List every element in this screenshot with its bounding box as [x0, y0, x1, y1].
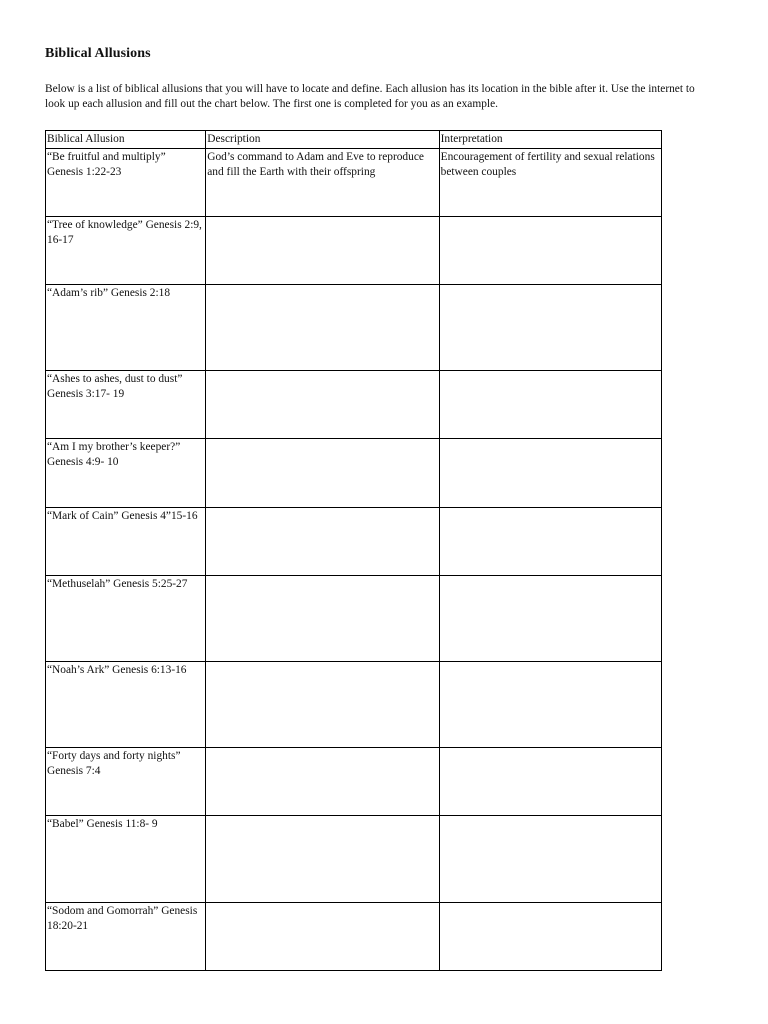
interpretation-cell[interactable]	[439, 217, 661, 285]
description-cell[interactable]	[206, 217, 439, 285]
allusion-cell: “Methuselah” Genesis 5:25-27	[46, 576, 206, 662]
header-allusion: Biblical Allusion	[46, 131, 206, 149]
header-description: Description	[206, 131, 439, 149]
table-row	[46, 576, 662, 662]
allusion-cell: “Be fruitful and multiply” Genesis 1:22-23	[46, 149, 206, 217]
description-cell[interactable]	[206, 508, 439, 576]
allusion-cell: “Tree of knowledge” Genesis 2:9, 16-17	[46, 217, 206, 285]
interpretation-cell[interactable]	[439, 371, 661, 439]
description-cell[interactable]: God’s command to Adam and Eve to reproduce and fill the Earth with their offspring	[206, 149, 439, 217]
description-cell[interactable]	[206, 748, 439, 816]
allusion-cell: “Adam’s rib” Genesis 2:18	[46, 285, 206, 371]
page-title: Biblical Allusions	[45, 46, 151, 61]
interpretation-cell[interactable]	[439, 903, 661, 971]
table-row	[46, 748, 662, 816]
allusion-cell: “Am I my brother’s keeper?” Genesis 4:9- 10	[46, 439, 206, 508]
interpretation-cell[interactable]	[439, 748, 661, 816]
allusion-cell: “Mark of Cain” Genesis 4”15-16	[46, 508, 206, 576]
table-header-row	[46, 131, 662, 149]
interpretation-cell[interactable]	[439, 816, 661, 903]
description-cell[interactable]	[206, 662, 439, 748]
interpretation-cell[interactable]	[439, 576, 661, 662]
interpretation-cell[interactable]	[439, 508, 661, 576]
table-row	[46, 662, 662, 748]
description-cell[interactable]	[206, 371, 439, 439]
allusions-table	[45, 130, 662, 971]
table-row	[46, 816, 662, 903]
description-cell[interactable]	[206, 576, 439, 662]
table-row	[46, 371, 662, 439]
description-cell[interactable]	[206, 285, 439, 371]
interpretation-cell[interactable]	[439, 439, 661, 508]
allusion-cell: “Ashes to ashes, dust to dust” Genesis 3:17- 19	[46, 371, 206, 439]
interpretation-cell[interactable]: Encouragement of fertility and sexual relations between couples	[439, 149, 661, 217]
table-row	[46, 439, 662, 508]
table-row	[46, 903, 662, 971]
interpretation-cell[interactable]	[439, 662, 661, 748]
table-row	[46, 149, 662, 217]
allusion-cell: “Forty days and forty nights” Genesis 7:4	[46, 748, 206, 816]
table-row	[46, 508, 662, 576]
instructions-paragraph: Below is a list of biblical allusions that you will have to locate and define. Each allusion has its location in the bible after it. Use the internet to look up each allusion and fill out the chart below. The first one is completed for you as an example.	[45, 83, 695, 110]
description-cell[interactable]	[206, 439, 439, 508]
table-row	[46, 217, 662, 285]
interpretation-cell[interactable]	[439, 285, 661, 371]
allusion-cell: “Sodom and Gomorrah” Genesis 18:20-21	[46, 903, 206, 971]
table-row	[46, 285, 662, 371]
allusion-cell: “Babel” Genesis 11:8- 9	[46, 816, 206, 903]
description-cell[interactable]	[206, 816, 439, 903]
header-interpretation: Interpretation	[439, 131, 661, 149]
description-cell[interactable]	[206, 903, 439, 971]
allusion-cell: “Noah’s Ark” Genesis 6:13-16	[46, 662, 206, 748]
